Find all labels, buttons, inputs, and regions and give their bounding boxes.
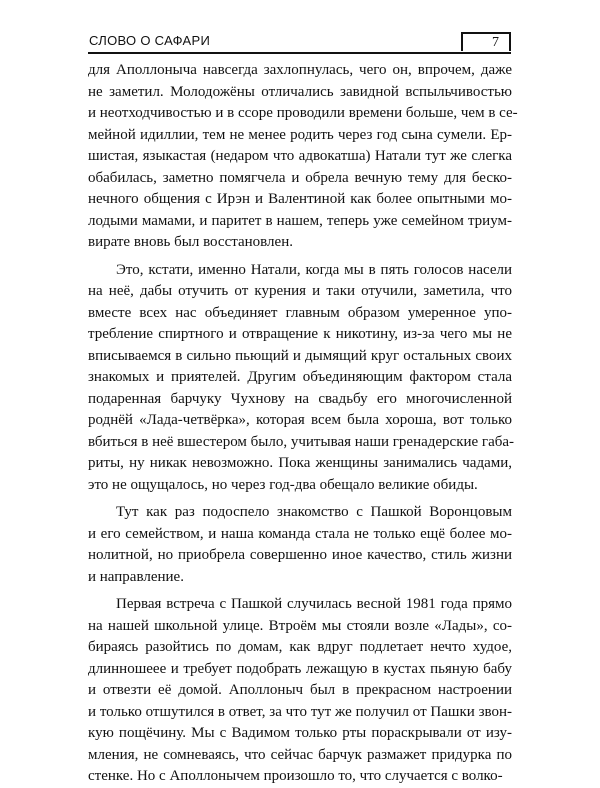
text-line: и его семейством, и наша команда стала не только ещё более мо- xyxy=(88,525,512,542)
paragraph xyxy=(88,260,515,497)
text-line: мления, не сомневаясь, что сейчас барчук размажет придурка по xyxy=(88,746,512,763)
text-line: вместе всех нас объединяет главным образом умеренное упо- xyxy=(88,304,512,321)
text-line: Первая встреча с Пашкой случилась весной 1981 года прямо xyxy=(116,596,512,612)
text-line: вбиться в неё вшестером было, учитывая наши гренадерские габа- xyxy=(88,433,515,450)
text-line: роднёй «Лада-четвёрка», которая всем была хороша, вот только xyxy=(88,412,512,428)
text-line: кую пощёчину. Мы с Вадимом только рты пораскрывали от изу- xyxy=(88,725,512,741)
text-line: и направление. xyxy=(88,568,184,585)
text-line: и только отшутился в ответ, за что тут же получил от Пашки звон- xyxy=(88,703,512,720)
header-title: СЛОВО О САФАРИ xyxy=(89,33,211,48)
text-line: и отвезти её домой. Аполлоныч был в прекрасном настроении xyxy=(88,682,512,698)
body-text xyxy=(88,60,518,788)
text-line: Это, кстати, именно Натали, когда мы в пять голосов насели xyxy=(116,261,512,278)
text-line: вписываемся в сильно пьющий и дымящий круг остальных своих xyxy=(88,347,512,364)
text-line: Тут как раз подоспело знакомство с Пашкой Воронцовым xyxy=(116,504,512,520)
paragraph xyxy=(88,594,512,788)
text-line: длинношеее и требует подобрать лежащую в кустах пьяную бабу xyxy=(88,660,512,677)
text-line: вирате вновь был восстановлен. xyxy=(88,234,293,250)
text-line: стенке. Но с Аполлонычем произошло то, что случается с волко- xyxy=(88,768,503,784)
text-line: риты, ну никак невозможно. Пока женщины занимались чадами, xyxy=(88,455,512,471)
text-line: шистая, языкастая (недаром что адвокатша) Натали тут же слегка xyxy=(88,148,512,164)
text-line: требление спиртного и отвращение к никотину, из-за чего мы не xyxy=(88,326,512,342)
text-line: знакомых и приятелей. Другим объединяющим фактором стала xyxy=(88,369,512,385)
text-line: на неё, дабы отучить от курения и таки отучили, заметила, что xyxy=(88,283,512,299)
text-line: подаренная барчуку Чухнову на свадьбу его многочисленной xyxy=(88,390,512,407)
paragraph xyxy=(88,60,518,254)
running-header xyxy=(88,32,511,54)
text-line: нолитной, но приобрела совершенно иное качество, стиль жизни xyxy=(88,547,512,563)
text-line: бираясь разойтись по домам, как вдруг подлетает нечто худое, xyxy=(88,639,512,655)
text-line: лодыми мамами, и паритет в нашем, теперь уже семейном триум- xyxy=(88,212,512,229)
text-line: это не ощущалось, но через год-два обещало великие обиды. xyxy=(88,476,478,493)
text-line: не заметил. Молодожёны отличались завидной вспыльчивостью xyxy=(88,83,512,100)
text-line: нечного общения с Ирэн и Валентиной как более опытными мо- xyxy=(88,191,512,207)
paragraph xyxy=(88,502,512,588)
page-number: 7 xyxy=(461,32,511,51)
text-line: на нашей школьной улице. Втроём мы стояли возле «Лады», со- xyxy=(88,617,512,634)
text-line: мейной идиллии, тем не менее родить через год сына сумели. Ер- xyxy=(88,126,512,143)
text-line: для Аполлоныча навсегда захлопнулась, чего он, впрочем, даже xyxy=(88,62,512,78)
text-line: и неотходчивостью и в ссоре проводили времени больше, чем в се- xyxy=(88,105,518,121)
text-line: обабилась, заметно помягчела и обрела вечную тему для беско- xyxy=(88,169,512,186)
